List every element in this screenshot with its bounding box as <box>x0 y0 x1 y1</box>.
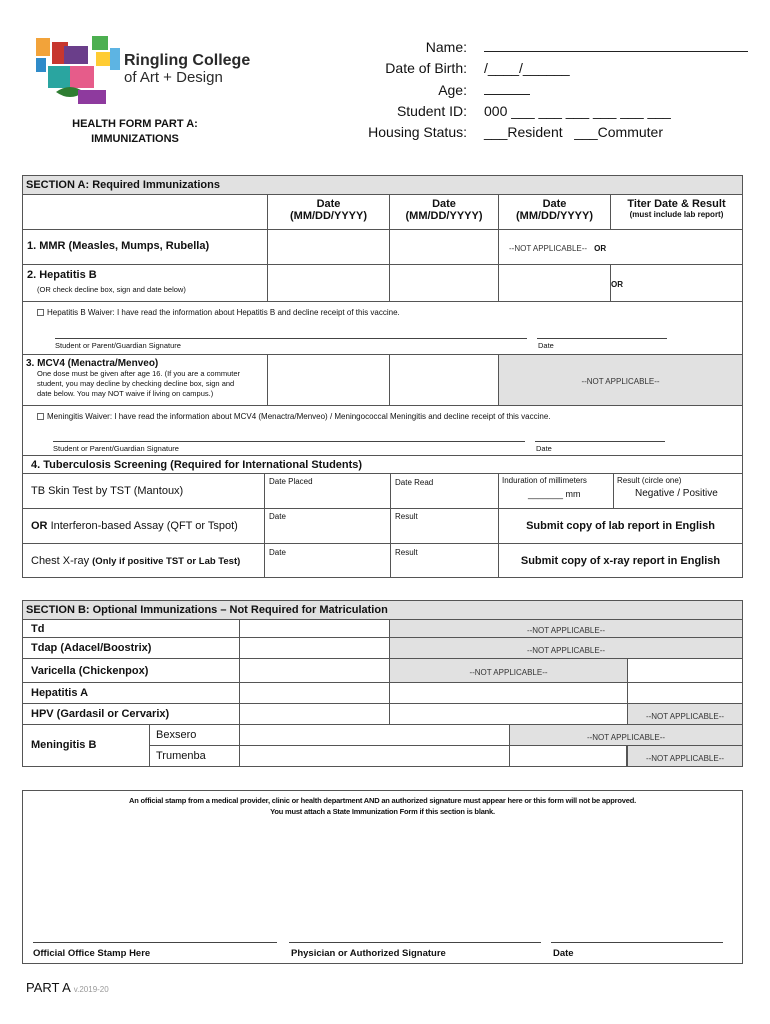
tb-date-placed[interactable] <box>264 473 391 509</box>
tdap-label: Tdap (Adacel/Boostrix) <box>22 637 240 659</box>
housing-row <box>0 124 770 145</box>
hepb-waiver-checkbox[interactable] <box>37 309 44 316</box>
trumenba-na-cell <box>627 745 743 767</box>
tdap-not-applicable: --NOT APPLICABLE-- <box>526 646 606 655</box>
dob-field[interactable]: /____/______ <box>484 60 570 76</box>
mening-waiver-checkbox[interactable] <box>37 413 44 420</box>
titer-col-note: (must include lab report) <box>629 210 724 219</box>
age-label: Age: <box>438 82 467 98</box>
tdap-na-cell <box>389 637 743 659</box>
mcv4-note <box>26 369 264 399</box>
igra-label: Interferon-based Assay (QFT or Tspot) <box>50 520 238 532</box>
bexsero-na-cell <box>509 724 743 746</box>
mening-date-label: Date <box>536 444 552 453</box>
bexsero-date[interactable] <box>239 724 510 746</box>
td-label: Td <box>22 619 240 638</box>
hpv-date-2[interactable] <box>389 703 628 725</box>
dob-label: Date of Birth: <box>385 60 467 76</box>
xray-date-label: Date <box>269 548 286 557</box>
tb-date-read[interactable] <box>390 473 499 509</box>
tb-title: 4. Tuberculosis Screening (Required for International Students) <box>22 455 743 474</box>
mening-date-line[interactable] <box>535 441 665 442</box>
xray-date[interactable] <box>264 543 391 578</box>
bexsero-not-applicable: --NOT APPLICABLE-- <box>586 733 666 742</box>
hepa-date-2[interactable] <box>389 682 628 704</box>
hepb-label: 2. Hepatitis B <box>27 269 97 281</box>
trumenba-date-2[interactable] <box>509 745 627 767</box>
date-col-3-header <box>498 194 611 230</box>
tb-induration[interactable] <box>498 473 614 509</box>
hepb-note: (OR check decline box, sign and date below) <box>37 285 186 294</box>
section-b-title: SECTION B: Optional Immunizations – Not Required for Matriculation <box>22 600 743 620</box>
physician-signature-line[interactable] <box>289 942 541 943</box>
bexsero-label: Bexsero <box>149 724 240 746</box>
mcv4-note-2: student, you may decline by checking decline box, sign and <box>37 379 235 388</box>
mmr-titer[interactable] <box>498 229 743 265</box>
mening-waiver-text <box>37 412 551 421</box>
mmr-date-2[interactable] <box>389 229 499 265</box>
hpv-not-applicable: --NOT APPLICABLE-- <box>645 712 725 721</box>
xray-result-label: Result <box>395 548 418 557</box>
footer <box>26 980 109 995</box>
student-id-row <box>0 103 770 124</box>
sec-a-header-blank <box>22 194 268 230</box>
housing-label: Housing Status: <box>368 124 467 140</box>
hepa-date-1[interactable] <box>239 682 390 704</box>
mmr-not-applicable: --NOT APPLICABLE-- <box>509 244 588 253</box>
hepb-or: OR <box>611 280 623 289</box>
date-col-2-label: Date <box>432 198 456 210</box>
tb-mm: _______ mm <box>528 489 581 499</box>
tb-date-placed-label: Date Placed <box>269 477 313 486</box>
hepb-label-cell <box>22 264 268 302</box>
tb-neg-pos: Negative / Positive <box>635 488 718 499</box>
hepb-date-2[interactable] <box>389 264 499 302</box>
tb-result-label: Result (circle one) <box>617 476 682 485</box>
igra-label-cell <box>22 508 265 544</box>
stamp-label: Official Office Stamp Here <box>33 948 151 959</box>
mcv4-date-1[interactable] <box>267 354 390 406</box>
hepb-waiver-label: Hepatitis B Waiver: I have read the information about Hepatitis B and decline receipt of this vaccine. <box>47 308 400 317</box>
hepb-date-label: Date <box>538 341 554 350</box>
tdap-date-1[interactable] <box>239 637 390 659</box>
trumenba-label: Trumenba <box>149 745 240 767</box>
menb-label: Meningitis B <box>22 724 150 767</box>
mcv4-not-applicable-cell <box>498 354 743 406</box>
hepb-waiver-cell <box>22 301 743 355</box>
housing-options <box>484 124 663 140</box>
varicella-titer[interactable] <box>627 658 743 683</box>
trumenba-not-applicable: --NOT APPLICABLE-- <box>645 754 725 763</box>
td-not-applicable: --NOT APPLICABLE-- <box>526 626 606 635</box>
td-date-1[interactable] <box>239 619 390 638</box>
age-row <box>0 82 770 103</box>
housing-resident-option[interactable]: ___Resident <box>484 124 563 140</box>
varicella-not-applicable: --NOT APPLICABLE-- <box>469 668 548 677</box>
hepa-label: Hepatitis A <box>22 682 240 704</box>
mcv4-not-applicable: --NOT APPLICABLE-- <box>581 377 660 386</box>
xray-label-cell <box>22 543 265 578</box>
igra-or: OR <box>31 520 48 532</box>
varicella-na-cell <box>389 658 628 683</box>
name-label: Name: <box>425 39 467 55</box>
varicella-date-1[interactable] <box>239 658 390 683</box>
mcv4-label-cell <box>22 354 268 406</box>
form-title-line-1: HEALTH FORM PART A: <box>72 118 198 130</box>
student-id-label: Student ID: <box>396 103 467 119</box>
stamp-date-line[interactable] <box>551 942 723 943</box>
dob-row <box>0 60 770 81</box>
tb-date-read-label: Date Read <box>395 478 434 487</box>
igra-result-label: Result <box>395 512 418 521</box>
date-col-1-format: (MM/DD/YYYY) <box>290 210 367 222</box>
xray-note: (Only if positive TST or Lab Test) <box>92 556 241 567</box>
tb-result[interactable] <box>613 473 743 509</box>
stamp-instructions-2: You must attach a State Immunization Form if this section is blank. <box>270 807 495 816</box>
student-id-field[interactable]: 000 ___ ___ ___ ___ ___ ___ <box>484 103 671 119</box>
stamp-line[interactable] <box>33 942 277 943</box>
stamp-date-label: Date <box>553 948 574 959</box>
date-col-3-label: Date <box>542 198 567 210</box>
logo-line-1: Ringling College <box>124 52 251 69</box>
td-na-cell <box>389 619 743 638</box>
hepb-signature-line[interactable] <box>55 338 527 339</box>
igra-date[interactable] <box>264 508 391 544</box>
mmr-or: OR <box>594 244 607 253</box>
hepb-date-1[interactable] <box>267 264 390 302</box>
footer-part: PART A <box>26 980 71 995</box>
hepb-date-line[interactable] <box>537 338 667 339</box>
igra-date-label: Date <box>269 512 286 521</box>
mcv4-note-3: date below. You may NOT waive if living on campus.) <box>37 389 214 398</box>
titer-col-header <box>610 194 743 230</box>
name-row <box>0 39 770 60</box>
date-col-2-header <box>389 194 499 230</box>
physician-label: Physician or Authorized Signature <box>291 948 446 959</box>
hepa-titer[interactable] <box>627 682 743 704</box>
hepb-date-3[interactable] <box>498 264 611 302</box>
xray-submit-note: Submit copy of x-ray report in English <box>498 543 743 578</box>
mmr-label: 1. MMR (Measles, Mumps, Rubella) <box>22 229 268 265</box>
section-a-title: SECTION A: Required Immunizations <box>23 176 742 195</box>
varicella-label: Varicella (Chickenpox) <box>22 658 240 683</box>
xray-label: Chest X-ray <box>31 555 90 567</box>
trumenba-date-1[interactable] <box>239 745 510 767</box>
igra-submit-note: Submit copy of lab report in English <box>498 508 743 544</box>
hepb-sig-label: Student or Parent/Guardian Signature <box>55 341 181 350</box>
stamp-instructions-1: An official stamp from a medical provider, clinic or health department AND an authorized signature must appear here or this form will not be approved. <box>129 796 636 805</box>
igra-result[interactable] <box>390 508 499 544</box>
mcv4-date-2[interactable] <box>389 354 499 406</box>
footer-version: v.2019-20 <box>73 985 109 994</box>
mcv4-label: 3. MCV4 (Menactra/Menveo) <box>26 358 159 369</box>
hpv-label: HPV (Gardasil or Cervarix) <box>22 703 240 725</box>
date-col-1-label: Date <box>316 198 341 210</box>
date-col-3-format: (MM/DD/YYYY) <box>516 210 593 222</box>
form-title-line-2: IMMUNIZATIONS <box>91 133 179 145</box>
age-field[interactable] <box>484 82 530 98</box>
xray-result[interactable] <box>390 543 499 578</box>
hepb-titer[interactable] <box>610 264 743 302</box>
tb-skin-label: TB Skin Test by TST (Mantoux) <box>22 473 265 509</box>
housing-commuter-option[interactable]: ___Commuter <box>574 124 663 140</box>
tb-induration-label: Induration of millimeters <box>502 476 587 485</box>
mmr-date-1[interactable] <box>267 229 390 265</box>
mening-signature-line[interactable] <box>53 441 525 442</box>
mening-waiver-label: Meningitis Waiver: I have read the information about MCV4 (Menactra/Menveo) / Meningococcal Meningitis and decline receipt of this vaccine. <box>47 412 551 421</box>
mening-waiver-cell <box>22 405 743 456</box>
name-field[interactable] <box>484 39 748 55</box>
mening-sig-label: Student or Parent/Guardian Signature <box>53 444 179 453</box>
hpv-na-cell <box>627 703 743 725</box>
stamp-box[interactable] <box>22 790 743 964</box>
titer-col-label: Titer Date & Result <box>627 198 726 210</box>
date-col-1-header <box>267 194 390 230</box>
logo-line-2: of Art + Design <box>124 69 223 86</box>
hepb-waiver-text <box>37 308 400 317</box>
hpv-date-1[interactable] <box>239 703 390 725</box>
date-col-2-format: (MM/DD/YYYY) <box>405 210 483 222</box>
mcv4-note-1: One dose must be given after age 16. (If you are a commuter <box>37 369 241 378</box>
stamp-instructions <box>23 795 742 817</box>
